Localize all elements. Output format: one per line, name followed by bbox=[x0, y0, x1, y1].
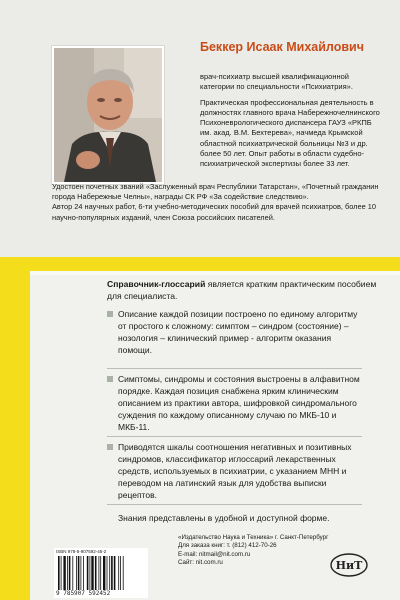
barcode-bar bbox=[111, 556, 113, 590]
barcode-bar bbox=[63, 556, 65, 590]
author-name: Беккер Исаак Михайлович bbox=[200, 40, 364, 54]
barcode-bar bbox=[107, 556, 108, 590]
bullet-square-icon bbox=[107, 444, 113, 450]
bio-paragraph: врач-психиатр высшей квалификационной категории по специальности «Психиатрия». bbox=[200, 72, 353, 92]
barcode-bar bbox=[58, 556, 60, 590]
barcode-bar bbox=[120, 556, 121, 590]
barcode-bar bbox=[61, 556, 62, 590]
isbn-digits: 9 785907 592452 bbox=[56, 590, 111, 597]
barcode-bar bbox=[81, 556, 82, 590]
bullet-square-icon bbox=[107, 376, 113, 382]
barcode-bar bbox=[76, 556, 77, 590]
author-portrait-image bbox=[54, 48, 162, 182]
barcode-bar bbox=[67, 556, 68, 590]
publisher-line: Для заказа книг: т. (812) 412-70-26 bbox=[178, 542, 277, 550]
barcode-bar bbox=[91, 556, 93, 590]
bullet-square-icon bbox=[107, 311, 113, 317]
publisher-logo-icon bbox=[329, 552, 369, 578]
divider bbox=[107, 436, 362, 437]
publisher-logo-text: НиТ bbox=[335, 559, 363, 572]
divider bbox=[107, 368, 362, 369]
barcode-bar bbox=[95, 556, 97, 590]
barcode-bar bbox=[78, 556, 80, 590]
yellow-horizontal-band bbox=[0, 257, 400, 271]
barcode-bar bbox=[83, 556, 84, 590]
final-note: Знания представлены в удобной и доступной форме. bbox=[118, 513, 330, 523]
panel-highlight bbox=[30, 271, 400, 275]
yellow-side-band bbox=[0, 257, 30, 600]
intro-bold-term: Справочник-глоссарий bbox=[107, 279, 206, 289]
barcode-bar bbox=[87, 556, 89, 590]
publisher-line: E-mail: nitmail@nit.com.ru bbox=[178, 550, 251, 558]
barcode-icon bbox=[57, 556, 145, 590]
bio-paragraph: Практическая профессиональная деятельность в должностях главного врача Набережночелнинского Психоневрологического диспансера ГАУЗ «РКПБ им. акад. В.М. Бехтерева», начмеда Крымской областной психиатрической больницы №3 и др. более 50 лет. Опыт работы в области судебно-психиатрической экспертизы более 33 лет. bbox=[200, 97, 380, 169]
divider bbox=[107, 504, 362, 505]
barcode-bar bbox=[69, 556, 71, 590]
barcode-bar bbox=[109, 556, 110, 590]
list-item bbox=[107, 308, 365, 356]
list-item bbox=[107, 441, 365, 501]
barcode-bar bbox=[114, 556, 116, 590]
list-item-text: Описание каждой позиции построено по единому алгоритму от простого к сложному: симптом – синдром (состояние) – нозология – клинический пример - алгоритм оказания помощи. bbox=[118, 309, 358, 355]
list-item-text: Симптомы, синдромы и состояния выстроены в алфавитном порядке. Каждая позиция снабжена ярким клиническим описанием из практики автора, шифровкой синдромального суждения по каждому описанному случаю по МКБ-10 и МКБ-11. bbox=[118, 374, 360, 432]
honors-paragraph: Удостоен почетных званий «Заслуженный врач Республики Татарстан», «Почетный гражданин города Набережные Челны», награды СК РФ «За содействие следствию». bbox=[52, 182, 379, 202]
author-honors bbox=[52, 182, 382, 223]
list-item bbox=[107, 373, 365, 433]
isbn-label: ISBN 978-5-907592-45-2 bbox=[56, 549, 107, 554]
intro-text: является кратким практическим пособием для специалиста. bbox=[107, 279, 377, 301]
honors-paragraph: Автор 24 научных работ, 6-ти учебно-методических пособий для врачей психиатров, более 10 научно-популярных изданий, член Союза российских писателей. bbox=[52, 202, 376, 222]
publisher-line: «Издательство Наука и Техника» г. Санкт-Петербург bbox=[178, 534, 329, 541]
intro-paragraph bbox=[107, 278, 377, 302]
publisher-line: Сайт: nit.com.ru bbox=[178, 559, 223, 567]
author-photo bbox=[52, 46, 164, 184]
barcode-bar bbox=[90, 556, 91, 590]
barcode-bar bbox=[123, 556, 124, 590]
author-bio bbox=[200, 72, 385, 175]
barcode-bar bbox=[103, 556, 105, 590]
publisher-info bbox=[178, 534, 329, 568]
barcode-bar bbox=[72, 556, 73, 590]
barcode-bar bbox=[99, 556, 100, 590]
barcode-bar bbox=[100, 556, 101, 590]
list-item-text: Приводятся шкалы соотношения негативных и позитивных синдромов, классификатор иглоссарий лекарственных средств, используемых в психиатрии, с указанием МНН и переводом на латинский язык для удобства выписки рецептов. bbox=[118, 442, 352, 500]
barcode-bar bbox=[118, 556, 119, 590]
